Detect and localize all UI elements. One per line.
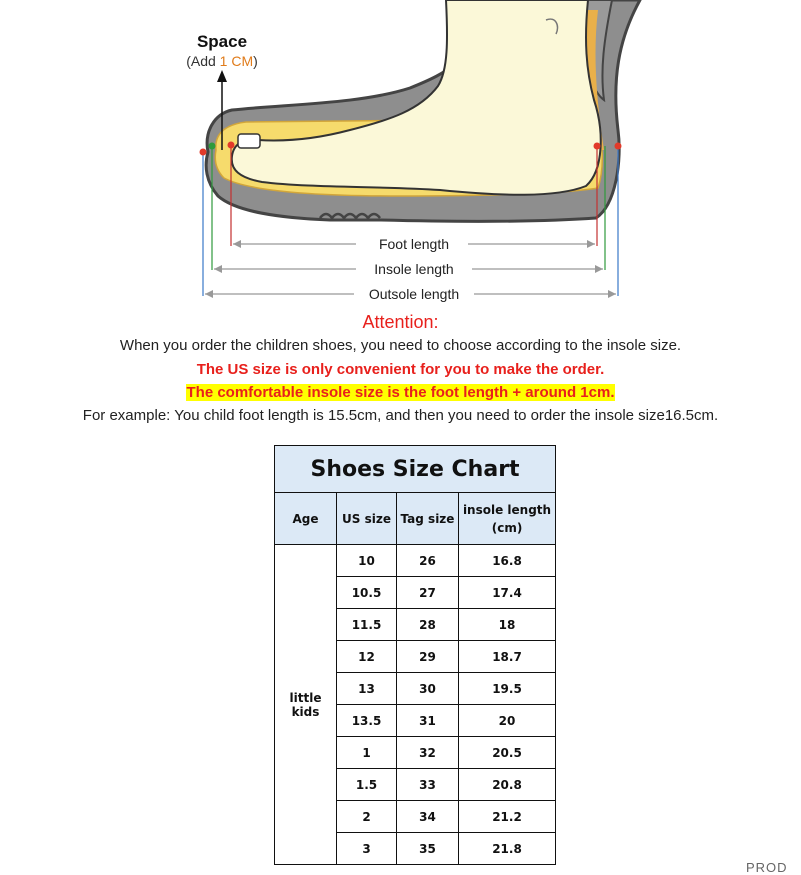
note-insole-size: When you order the children shoes, you need to choose according to the insole size. [119, 337, 682, 354]
tag-size-cell: 32 [397, 737, 459, 769]
tag-size-cell: 30 [397, 673, 459, 705]
age-group-cell: little kids [275, 545, 337, 865]
tag-size-cell: 27 [397, 577, 459, 609]
table-row [275, 545, 556, 577]
insole-length-cell: 16.8 [459, 545, 556, 577]
space-arrow-head [217, 70, 227, 82]
us-size-cell: 10 [337, 545, 397, 577]
insole-length-cell: 21.8 [459, 833, 556, 865]
foot-length-label: Foot length [378, 236, 450, 252]
tag-size-cell: 34 [397, 801, 459, 833]
outsole-length-label: Outsole length [368, 286, 460, 302]
us-size-cell: 11.5 [337, 609, 397, 641]
insole-length-cell: 18 [459, 609, 556, 641]
header-age: Age [275, 493, 337, 545]
note-example: For example: You child foot length is 15.5cm, and then you need to order the insole size16.5cm. [82, 407, 719, 424]
insole-length-label: Insole length [374, 261, 454, 277]
us-size-cell: 2 [337, 801, 397, 833]
foot-left-dot [228, 142, 235, 149]
attention-heading: Attention: [362, 312, 439, 332]
foot-right-dot [594, 143, 601, 150]
space-label: Space [196, 32, 248, 51]
outsole-left-dot [200, 149, 207, 156]
tag-size-cell: 29 [397, 641, 459, 673]
insole-length-cell: 18.7 [459, 641, 556, 673]
insole-length-cell: 19.5 [459, 673, 556, 705]
us-size-cell: 13.5 [337, 705, 397, 737]
corner-text: PROD [746, 860, 788, 875]
insole-length-cell: 20.5 [459, 737, 556, 769]
shoes-size-chart [274, 445, 556, 865]
outsole-right-dot [615, 143, 622, 150]
chart-title: Shoes Size Chart [275, 446, 556, 493]
us-size-cell: 1.5 [337, 769, 397, 801]
us-size-cell: 12 [337, 641, 397, 673]
tag-size-cell: 31 [397, 705, 459, 737]
us-size-cell: 13 [337, 673, 397, 705]
shoe-size-diagram [0, 0, 801, 310]
insole-length-cell: 21.2 [459, 801, 556, 833]
tag-size-cell: 26 [397, 545, 459, 577]
us-size-cell: 3 [337, 833, 397, 865]
header-us-size: US size [337, 493, 397, 545]
shoe-tread [320, 214, 380, 218]
insole-length-cell: 20.8 [459, 769, 556, 801]
insole-length-cell: 17.4 [459, 577, 556, 609]
header-insole-length: insole length (cm) [459, 493, 556, 545]
tag-size-cell: 35 [397, 833, 459, 865]
insole-length-cell: 20 [459, 705, 556, 737]
us-size-cell: 10.5 [337, 577, 397, 609]
size-notes [0, 310, 801, 428]
insole-left-dot [209, 143, 216, 150]
chart-body [275, 545, 556, 865]
tag-size-cell: 28 [397, 609, 459, 641]
us-size-cell: 1 [337, 737, 397, 769]
header-tag-size: Tag size [397, 493, 459, 545]
toe-nail [238, 134, 260, 148]
note-comfortable-size: The comfortable insole size is the foot length + around 1cm. [186, 384, 615, 401]
tag-size-cell: 33 [397, 769, 459, 801]
add-space-note: (Add 1 CM) [186, 53, 258, 69]
note-us-size: The US size is only convenient for you to make the order. [196, 361, 605, 378]
